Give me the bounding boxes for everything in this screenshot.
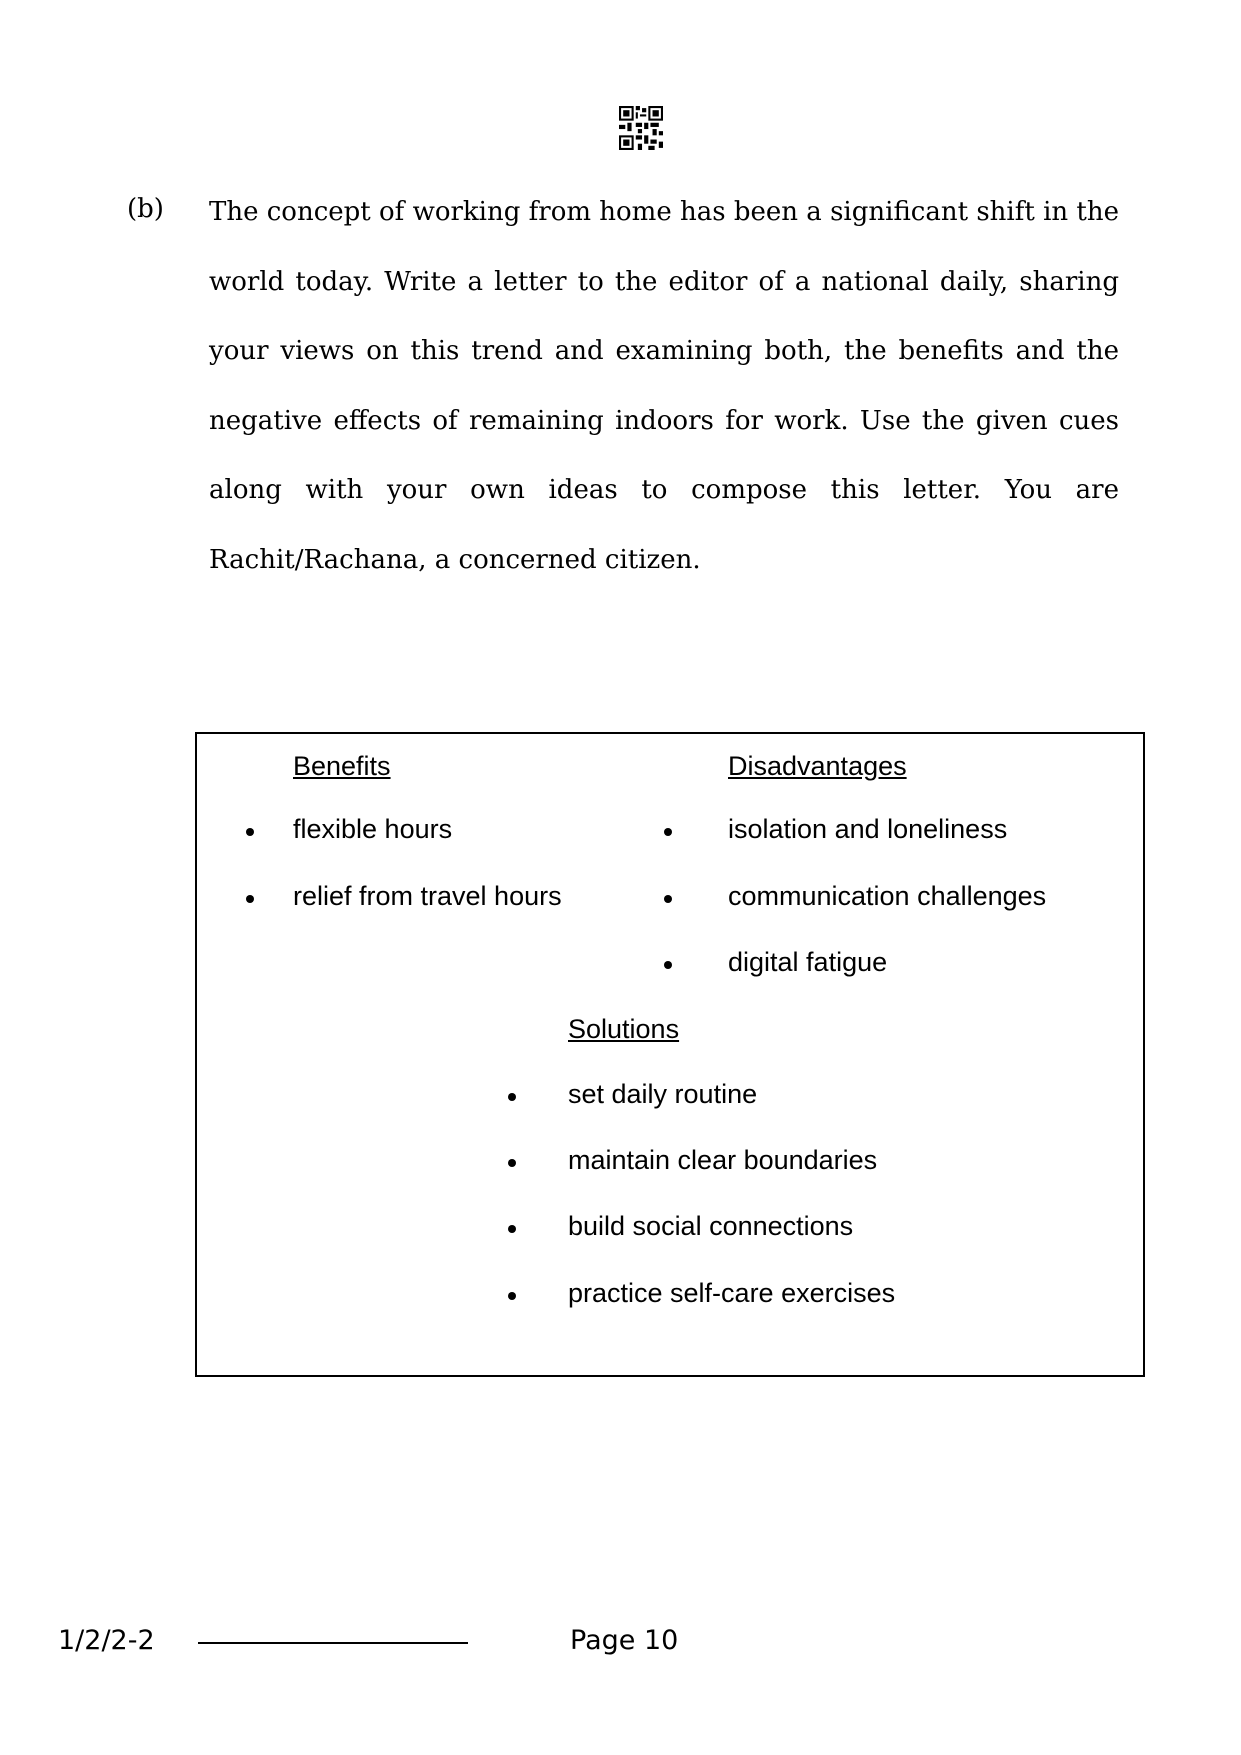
bullet-icon (246, 895, 254, 903)
qr-code-icon (619, 106, 663, 150)
solution-item: maintain clear boundaries (568, 1145, 878, 1175)
footer-divider (198, 1642, 468, 1644)
bullet-icon (664, 961, 672, 969)
bullet-icon (246, 828, 254, 836)
disadvantages-heading: Disadvantages (728, 751, 907, 781)
bullet-icon (664, 895, 672, 903)
bullet-icon (508, 1159, 516, 1167)
benefit-item: relief from travel hours (293, 881, 562, 911)
cue-box (195, 732, 1145, 1377)
disadvantage-item: digital fatigue (728, 947, 888, 977)
question-text: The concept of working from home has been a significant shift in the world today. Write a letter to the editor of a national daily, sharing your views on this trend and examining both, the benefits and the negative effects of remaining indoors for work. Use the given cues along with your own ideas to compose this letter. You are Rachit/Rachana, a concerned citizen. (209, 197, 1119, 575)
solution-item: set daily routine (568, 1079, 758, 1109)
solutions-heading: Solutions (568, 1014, 680, 1044)
benefits-heading: Benefits (293, 751, 391, 781)
page-number: Page 10 (570, 1625, 679, 1656)
bullet-icon (508, 1225, 516, 1233)
solution-item: build social connections (568, 1211, 854, 1241)
question-label: (b) (127, 194, 164, 224)
disadvantage-item: communication challenges (728, 881, 1047, 911)
bullet-icon (508, 1093, 516, 1101)
bullet-icon (508, 1292, 516, 1300)
bullet-icon (664, 828, 672, 836)
paper-code: 1/2/2-2 (58, 1625, 155, 1656)
solution-item: practice self-care exercises (568, 1278, 896, 1308)
benefit-item: flexible hours (293, 814, 453, 844)
disadvantage-item: isolation and loneliness (728, 814, 1008, 844)
